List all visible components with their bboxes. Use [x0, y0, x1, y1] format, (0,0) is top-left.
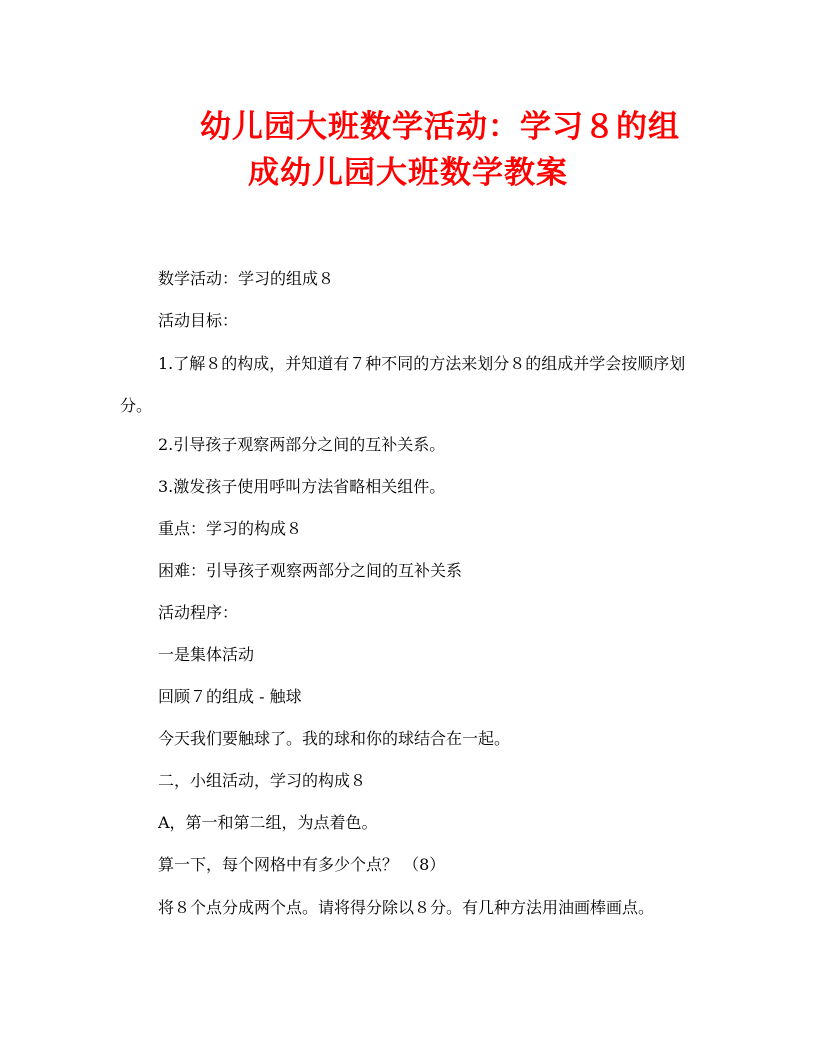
- paragraph-activity-name: 数学活动：学习的组成８: [158, 269, 335, 288]
- paragraph-group-a: A，第一和第二组，为点着色。: [158, 813, 378, 832]
- paragraph-difficulty: 困难：引导孩子观察两部分之间的互补关系: [158, 561, 463, 580]
- paragraph-goal-1: 1.了解８的构成，并知道有７种不同的方法来划分８的组成并学会按顺序划分。: [120, 354, 686, 415]
- paragraph-split-dots: 将８个点分成两个点。请将得分除以８分。有几种方法用油画棒画点。: [158, 898, 655, 917]
- paragraph-section-2: 二，小组活动，学习的构成８: [158, 771, 367, 790]
- paragraph-section-1: 一是集体活动: [158, 645, 255, 664]
- paragraph-goal-3: 3.激发孩子使用呼叫方法省略相关组件。: [158, 477, 446, 496]
- paragraph-procedure-heading: 活动程序：: [158, 603, 239, 622]
- document-body: [120, 262, 692, 930]
- title-line-1: 幼儿园大班数学活动：学习８的组: [200, 109, 680, 145]
- document-title: [0, 104, 816, 196]
- paragraph-count-dots: 算一下，每个网格中有多少个点？ （8）: [158, 855, 446, 874]
- title-line-2: 成幼儿园大班数学教案: [248, 155, 568, 191]
- paragraph-touch-ball: 今天我们要触球了。我的球和你的球结合在一起。: [158, 729, 511, 748]
- paragraph-review: 回顾７的组成 - 触球: [158, 687, 302, 706]
- paragraph-goal-2: 2.引导孩子观察两部分之间的互补关系。: [158, 435, 446, 454]
- paragraph-key-point: 重点：学习的构成８: [158, 519, 303, 538]
- paragraph-goals-heading: 活动目标：: [158, 311, 239, 330]
